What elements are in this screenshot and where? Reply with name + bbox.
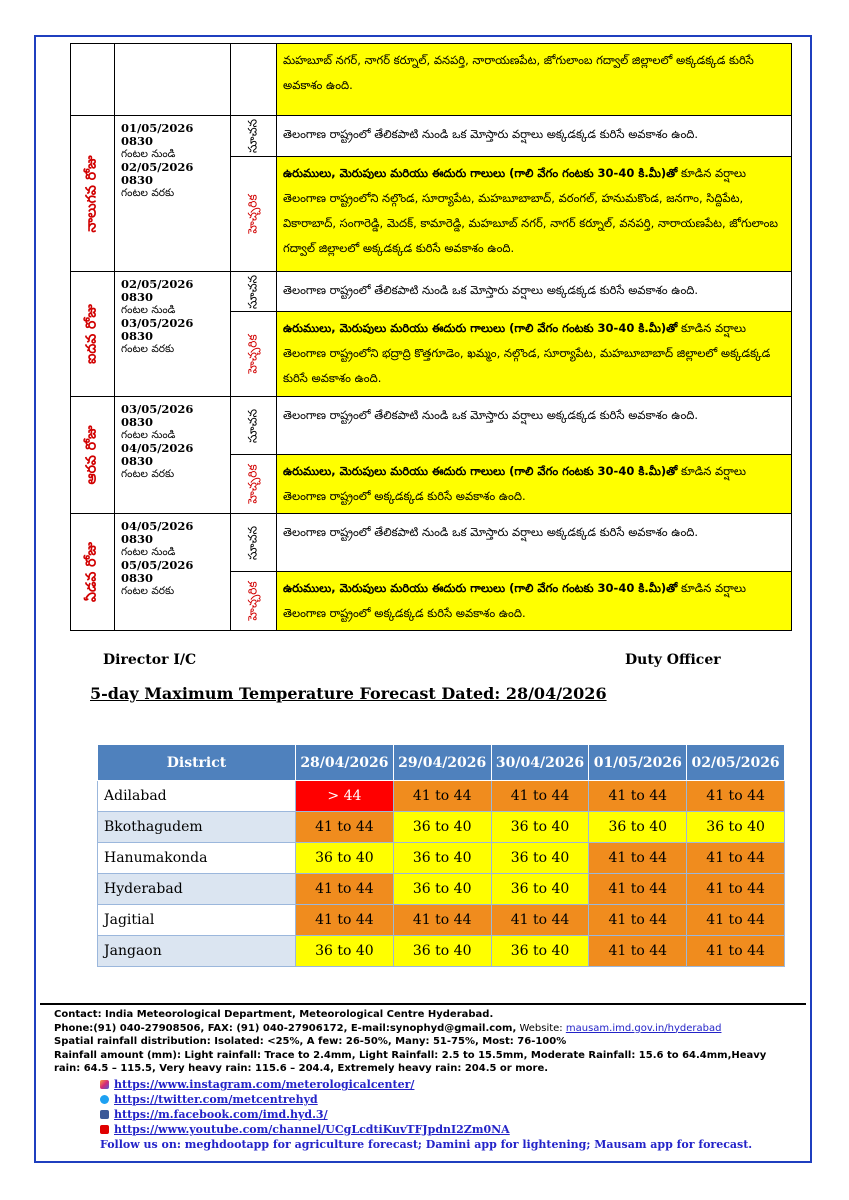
website-link[interactable]: mausam.imd.gov.in/hyderabad	[565, 1022, 722, 1034]
day-cell	[71, 272, 115, 397]
temperature-cell: 41 to 44	[491, 781, 589, 812]
temperature-cell: 36 to 40	[296, 936, 394, 967]
temperature-cell: 41 to 44	[589, 874, 687, 905]
period-to-label: గంటల వరకు	[121, 468, 175, 480]
temperature-cell: 36 to 40	[589, 812, 687, 843]
warning-rest: కూడిన వర్షాలు తెలంగాణ రాష్ట్రంలోని భద్రాద్రి కొత్తగూడెం, ఖమ్మం, నల్గొండ, సూర్యాపేట, మహబూబాబాద్ జిల్లాలలో అక్కడక్కడ కురిసే అవకాశం ఉంది.	[283, 321, 771, 385]
table-row	[71, 116, 792, 157]
district-forecast-table	[70, 43, 792, 631]
period-from: 04/05/2026 0830	[121, 519, 194, 546]
warning-bold: ఉరుములు, మెరుపులు మరియు ఈదురు గాలులు (గాలి వేగం గంటకు 30-40 కి.మీ)తో	[283, 321, 678, 335]
warning-bold: ఉరుములు, మెరుపులు మరియు ఈదురు గాలులు (గాలి వేగం గంటకు 30-40 కి.మీ)తో	[283, 166, 678, 180]
twitter-row	[100, 1092, 752, 1107]
warning-label: హెచ్చరిక	[245, 194, 259, 234]
period-cell	[115, 514, 231, 631]
instagram-row	[100, 1077, 752, 1092]
warning-text	[277, 312, 792, 397]
day-label: ఏడవ రోజు	[83, 542, 99, 602]
period-cell	[115, 116, 231, 272]
type-cell	[231, 312, 277, 397]
facebook-row	[100, 1107, 752, 1122]
table-row	[71, 44, 792, 116]
warning-label: హెచ్చరిక	[245, 581, 259, 621]
column-header: 28/04/2026	[296, 745, 394, 781]
temperature-cell: 41 to 44	[687, 874, 785, 905]
temperature-cell: 36 to 40	[491, 812, 589, 843]
warning-label: హెచ్చరిక	[245, 464, 259, 504]
table-row	[71, 397, 792, 455]
phone-line	[54, 1022, 794, 1036]
district-name: Hyderabad	[98, 874, 296, 905]
forecast-label: సూచన	[245, 274, 259, 309]
table-row	[98, 936, 785, 967]
temperature-cell: 41 to 44	[393, 905, 491, 936]
period-cell	[115, 397, 231, 514]
facebook-link[interactable]: https://m.facebook.com/imd.hyd.3/	[114, 1108, 328, 1121]
period-cell	[115, 272, 231, 397]
instagram-link[interactable]: https://www.instagram.com/meterologicalcenter/	[114, 1078, 415, 1091]
youtube-icon	[100, 1125, 109, 1134]
warning-text	[277, 572, 792, 631]
temperature-table	[97, 744, 785, 967]
column-header: 02/05/2026	[687, 745, 785, 781]
warning-text	[277, 455, 792, 514]
warning-bold: ఉరుములు, మెరుపులు మరియు ఈదురు గాలులు (గాలి వేగం గంటకు 30-40 కి.మీ)తో	[283, 581, 678, 595]
warning-rest: కూడిన వర్షాలు తెలంగాణ రాష్ట్రంలో అక్కడక్కడ కురిసే అవకాశం ఉంది.	[283, 581, 747, 620]
temperature-cell: 41 to 44	[589, 936, 687, 967]
period-to-label: గంటల వరకు	[121, 187, 175, 199]
youtube-link[interactable]: https://www.youtube.com/channel/UCgLcdtiKuvTFJpdnI2Zm0NA	[114, 1123, 510, 1136]
period-from: 03/05/2026 0830	[121, 402, 194, 429]
day-label: నాలుగవ రోజు	[83, 154, 99, 233]
district-name: Bkothagudem	[98, 812, 296, 843]
temperature-cell: 36 to 40	[393, 874, 491, 905]
table-row	[98, 843, 785, 874]
warning-text	[277, 157, 792, 272]
period-cell	[115, 44, 231, 116]
period-to-label: గంటల వరకు	[121, 585, 175, 597]
district-name: Jagitial	[98, 905, 296, 936]
temperature-cell: 41 to 44	[687, 781, 785, 812]
youtube-row	[100, 1122, 752, 1137]
social-links	[100, 1077, 752, 1152]
temperature-cell: 41 to 44	[687, 843, 785, 874]
period-to: 05/05/2026 0830	[121, 558, 194, 585]
table-row	[98, 905, 785, 936]
temperature-cell: 36 to 40	[687, 812, 785, 843]
footer-divider	[40, 1003, 806, 1005]
day-cell	[71, 44, 115, 116]
table-header-row	[98, 745, 785, 781]
table-row	[98, 781, 785, 812]
director-signature: Director I/C	[103, 652, 197, 668]
period-from: 01/05/2026 0830	[121, 121, 194, 148]
footer	[54, 1008, 794, 1076]
warning-label: హెచ్చరిక	[245, 334, 259, 374]
facebook-icon	[100, 1110, 109, 1119]
period-to-label: గంటల వరకు	[121, 343, 175, 355]
temperature-table-title: 5-day Maximum Temperature Forecast Dated: 28/04/2026	[90, 684, 607, 703]
temperature-cell: 41 to 44	[589, 843, 687, 874]
district-name: Adilabad	[98, 781, 296, 812]
period-to: 02/05/2026 0830	[121, 160, 194, 187]
instagram-icon	[100, 1080, 109, 1089]
temperature-cell: 41 to 44	[589, 781, 687, 812]
table-row	[71, 272, 792, 312]
twitter-icon	[100, 1095, 109, 1104]
website-label: Website:	[516, 1022, 566, 1034]
period-from-label: గంటల నుండి	[121, 148, 176, 160]
day-cell	[71, 116, 115, 272]
temperature-cell: 36 to 40	[393, 812, 491, 843]
temperature-cell: 36 to 40	[296, 843, 394, 874]
column-header: District	[98, 745, 296, 781]
day-cell	[71, 514, 115, 631]
forecast-text: తెలంగాణ రాష్ట్రంలో తేలికపాటి నుండి ఒక మోస్తారు వర్షాలు అక్కడక్కడ కురిసే అవకాశం ఉంది.	[277, 397, 792, 455]
phone-text: Phone:(91) 040-27908506, FAX: (91) 040-27906172, E-mail:synophyd@gmail.com,	[54, 1022, 517, 1034]
district-name: Jangaon	[98, 936, 296, 967]
period-to: 03/05/2026 0830	[121, 316, 194, 343]
temperature-cell: 41 to 44	[589, 905, 687, 936]
forecast-label: సూచన	[245, 408, 259, 443]
warning-text: మహబూబ్ నగర్, నాగర్ కర్నూల్, వనపర్తి, నారాయణపేట, జోగులాంబ గద్వాల్ జిల్లాలలో అక్కడక్కడ కురిసే అవకాశం ఉంది.	[277, 44, 792, 116]
forecast-text: తెలంగాణ రాష్ట్రంలో తేలికపాటి నుండి ఒక మోస్తారు వర్షాలు అక్కడక్కడ కురిసే అవకాశం ఉంది.	[277, 514, 792, 572]
temperature-cell: 41 to 44	[687, 936, 785, 967]
period-from-label: గంటల నుండి	[121, 429, 176, 441]
duty-officer-signature: Duty Officer	[625, 652, 721, 668]
contact-line: Contact: India Meteorological Department, Meteorological Centre Hyderabad.	[54, 1009, 494, 1020]
period-from-label: గంటల నుండి	[121, 304, 176, 316]
temperature-cell: 41 to 44	[393, 781, 491, 812]
forecast-label: సూచన	[245, 525, 259, 560]
column-header: 29/04/2026	[393, 745, 491, 781]
follow-us-line: Follow us on: meghdootapp for agriculture forecast; Damini app for lightening; Mausam app for forecast.	[100, 1138, 753, 1151]
type-cell	[231, 455, 277, 514]
temperature-cell: 41 to 44	[687, 905, 785, 936]
column-header: 01/05/2026	[589, 745, 687, 781]
day-label: ఐదవ రోజు	[83, 304, 99, 364]
table-row	[98, 874, 785, 905]
forecast-label: సూచన	[245, 119, 259, 153]
twitter-link[interactable]: https://twitter.com/metcentrehyd	[114, 1093, 318, 1106]
type-cell	[231, 572, 277, 631]
period-to: 04/05/2026 0830	[121, 441, 194, 468]
table-row	[71, 514, 792, 572]
warning-rest: కూడిన వర్షాలు తెలంగాణ రాష్ట్రంలోని నల్గొండ, సూర్యాపేట, మహబూబాబాద్, వరంగల్, హనుమకొండ, జనగాం, సిద్దిపేట, వికారాబాద్, సంగారెడ్డి, మెదక్, కామారెడ్డి, మహబూబ్ నగర్, నాగర్ కర్నూల్, వనపర్తి, నారాయణపేట, జోగులాంబ గద్వాల్ జిల్లాలలో అక్కడక్కడ కురిసే అవకాశం ఉంది.	[283, 166, 779, 255]
temperature-cell: 36 to 40	[491, 874, 589, 905]
type-cell	[231, 272, 277, 312]
temperature-cell: 36 to 40	[393, 843, 491, 874]
temperature-cell: 36 to 40	[393, 936, 491, 967]
spatial-line: Spatial rainfall distribution: Isolated: <25%, A few: 26-50%, Many: 51-75%, Most: 76-100%	[54, 1036, 567, 1047]
day-cell	[71, 397, 115, 514]
period-from-label: గంటల నుండి	[121, 546, 176, 558]
temperature-cell: 36 to 40	[491, 843, 589, 874]
forecast-text: తెలంగాణ రాష్ట్రంలో తేలికపాటి నుండి ఒక మోస్తారు వర్షాలు అక్కడక్కడ కురిసే అవకాశం ఉంది.	[277, 116, 792, 157]
type-cell	[231, 44, 277, 116]
temperature-cell: 41 to 44	[491, 905, 589, 936]
warning-bold: ఉరుములు, మెరుపులు మరియు ఈదురు గాలులు (గాలి వేగం గంటకు 30-40 కి.మీ)తో	[283, 464, 678, 478]
temperature-cell: > 44	[296, 781, 394, 812]
temperature-cell: 41 to 44	[296, 812, 394, 843]
type-cell	[231, 116, 277, 157]
table-row	[98, 812, 785, 843]
temperature-cell: 41 to 44	[296, 874, 394, 905]
column-header: 30/04/2026	[491, 745, 589, 781]
temperature-cell: 36 to 40	[491, 936, 589, 967]
type-cell	[231, 397, 277, 455]
period-from: 02/05/2026 0830	[121, 277, 194, 304]
temperature-cell: 41 to 44	[296, 905, 394, 936]
day-label: ఆరవ రోజు	[83, 425, 99, 485]
district-name: Hanumakonda	[98, 843, 296, 874]
rainfall-line: Rainfall amount (mm): Light rainfall: Trace to 2.4mm, Light Rainfall: 2.5 to 15.5mm, Moderate Rainfall: 15.6 to 64.4mm,Heavy rain: 64.5 – 115.5, Very heavy rain: 115.6 – 204.4, Extremely heavy rain: 204.5 or more.	[54, 1049, 767, 1074]
forecast-text: తెలంగాణ రాష్ట్రంలో తేలికపాటి నుండి ఒక మోస్తారు వర్షాలు అక్కడక్కడ కురిసే అవకాశం ఉంది.	[277, 272, 792, 312]
type-cell	[231, 514, 277, 572]
warning-rest: కూడిన వర్షాలు తెలంగాణ రాష్ట్రంలో అక్కడక్కడ కురిసే అవకాశం ఉంది.	[283, 464, 747, 503]
type-cell	[231, 157, 277, 272]
